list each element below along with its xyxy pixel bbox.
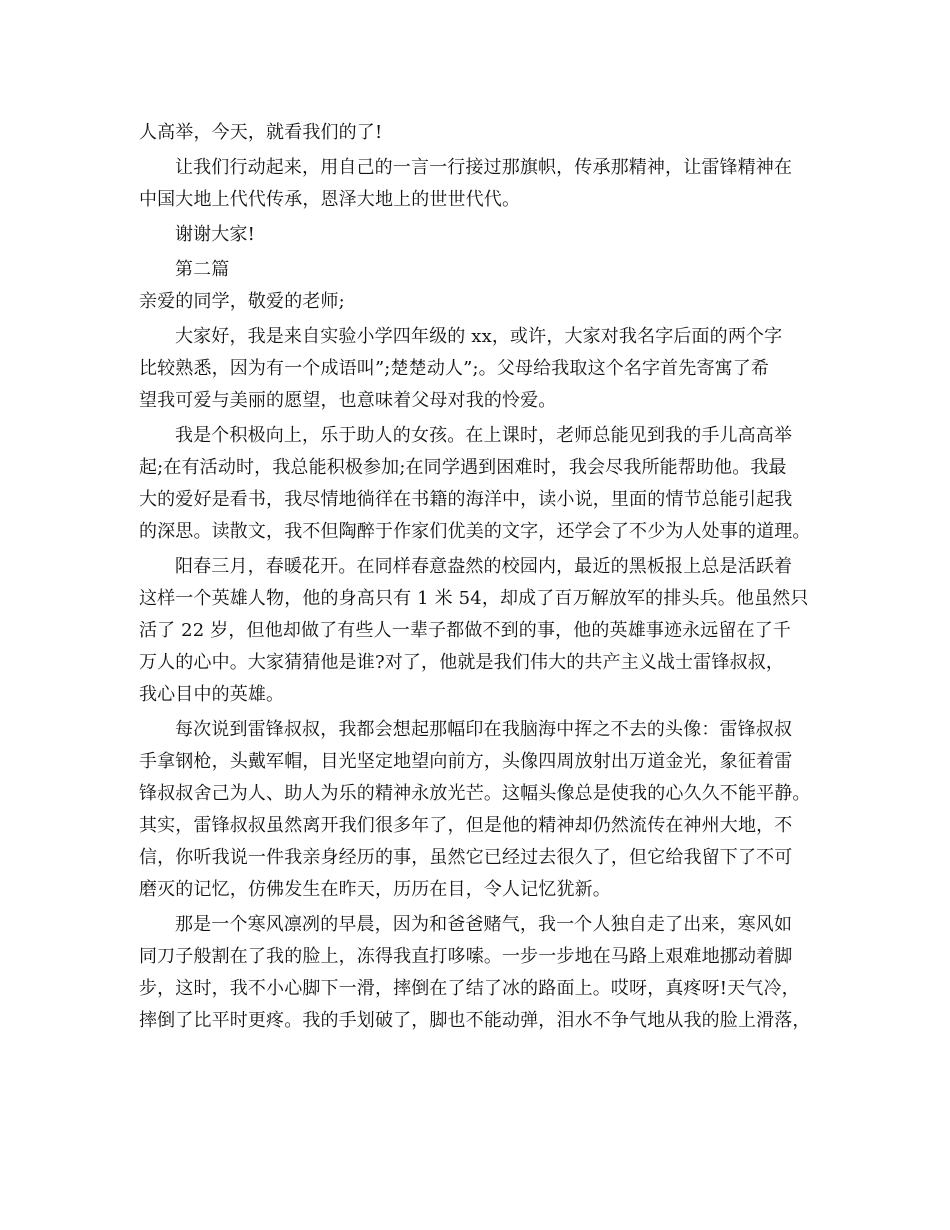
document-body	[139, 117, 829, 1037]
text-line: 手拿钢枪，头戴军帽，目光坚定地望向前方，头像四周放射出万道金光，象征着雷	[139, 751, 793, 772]
text-line: 的深思。读散文，我不但陶醉于作家们优美的文字，还学会了不少为人处事的道理。	[139, 521, 811, 542]
text-line: 锋叔叔舍己为人、助人为乐的精神永放光芒。这幅头像总是使我的心久久不能平静。	[139, 783, 811, 804]
text-line: 那是一个寒风凛冽的早晨，因为和爸爸赌气，我一个人独自走了出来，寒风如	[175, 914, 793, 935]
text-line: 信，你听我说一件我亲身经历的事，虽然它已经过去很久了，但它给我留下了不可	[139, 847, 793, 868]
text-line: 大的爱好是看书，我尽情地徜徉在书籍的海洋中，读小说，里面的情节总能引起我	[139, 489, 793, 510]
text-line: 这样一个英雄人物，他的身高只有 1 米 54，却成了百万解放军的排头兵。他虽然只	[139, 588, 809, 609]
text-line: 其实，雷锋叔叔虽然离开我们很多年了，但是他的精神却仍然流传在神州大地，不	[139, 815, 793, 836]
text-line: 每次说到雷锋叔叔，我都会想起那幅印在我脑海中挥之不去的头像：雷锋叔叔	[175, 719, 793, 740]
text-line: 阳春三月，春暖花开。在同样春意盎然的校园内，最近的黑板报上总是活跃着	[175, 556, 793, 577]
text-line: 我是个积极向上，乐于助人的女孩。在上课时，老师总能见到我的手儿高高举	[175, 425, 793, 446]
text-line: 万人的心中。大家猜猜他是谁?对了，他就是我们伟大的共产主义战士雷锋叔叔，	[139, 652, 785, 673]
text-line: 人高举，今天，就看我们的了!	[139, 122, 383, 143]
text-line: 望我可爱与美丽的愿望，也意味着父母对我的怜爱。	[139, 390, 557, 411]
text-line: 比较熟悉，因为有一个成语叫”;楚楚动人”;。父母给我取这个名字首先寄寓了希	[139, 358, 770, 379]
text-line: 中国大地上代代传承，恩泽大地上的世世代代。	[139, 189, 521, 210]
text-line: 第二篇	[175, 259, 230, 280]
text-line: 步，这时，我不小心脚下一滑，摔倒在了结了冰的路面上。哎呀，真疼呀!天气冷，	[139, 978, 800, 999]
text-line: 谢谢大家!	[175, 224, 255, 245]
text-line: 摔倒了比平时更疼。我的手划破了，脚也不能动弹，泪水不争气地从我的脸上滑落，	[139, 1010, 811, 1031]
text-line: 让我们行动起来，用自己的一言一行接过那旗帜，传承那精神，让雷锋精神在	[175, 157, 793, 178]
text-line: 亲爱的同学，敬爱的老师;	[139, 291, 345, 312]
text-line: 同刀子般割在了我的脸上，冻得我直打哆嗦。一步一步地在马路上艰难地挪动着脚	[139, 946, 793, 967]
text-line: 我心目中的英雄。	[139, 684, 285, 705]
text-line: 磨灭的记忆，仿佛发生在昨天，历历在目，令人记忆犹新。	[139, 879, 611, 900]
text-line: 活了 22 岁，但他却做了有些人一辈子都做不到的事，他的英雄事迹永远留在了千	[139, 620, 792, 641]
text-line: 大家好，我是来自实验小学四年级的 xx，或许，大家对我名字后面的两个字	[175, 326, 783, 347]
text-line: 起;在有活动时，我总能积极参加;在同学遇到困难时，我会尽我所能帮助他。我最	[139, 457, 787, 478]
